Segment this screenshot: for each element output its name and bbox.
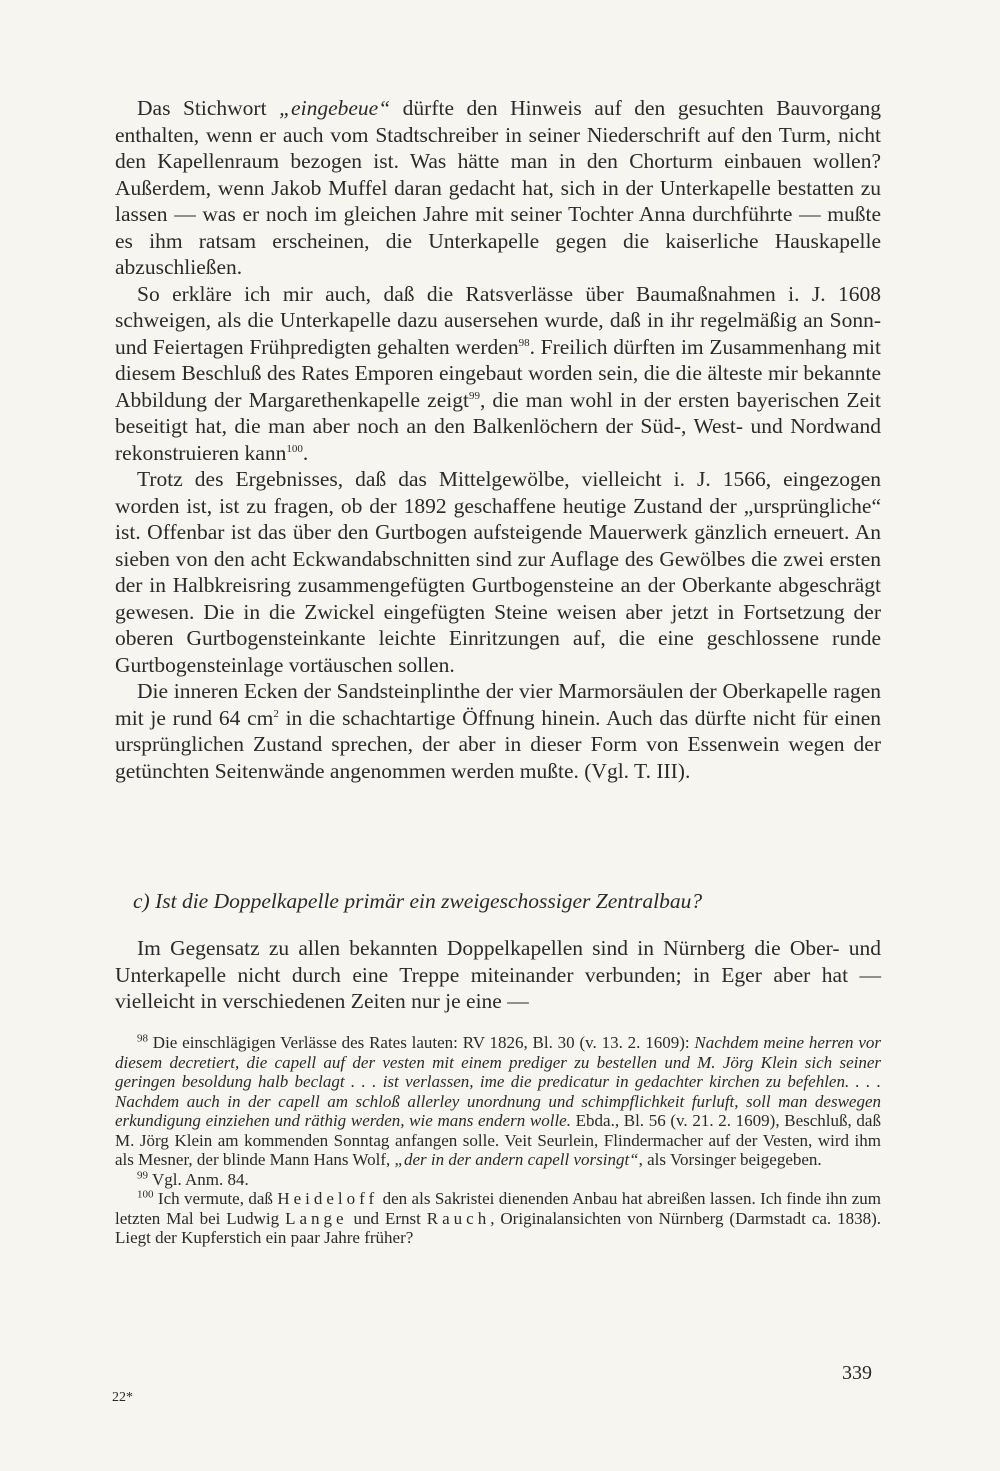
text-run: , Originalansichten von Nürnberg (Darmstadt ca. 1838). Liegt der Kupferstich ein paar Jahre früher? [115,1208,882,1247]
main-text [115,95,881,784]
text-run: Das Stichwort [137,96,280,120]
spaced-name: Rauch [426,1208,491,1228]
text-run: Die einschlägigen Verlässe des Rates lauten: RV 1826, Bl. 30 (v. 13. 2. 1609): [148,1033,695,1052]
italic-text: „der in der andern capell vorsingt“ [394,1150,639,1169]
text-run: dürfte den Hinweis auf den gesuchten Bauvorgang enthalten, wenn er auch vom Stadtschreiber in seiner Niederschrift auf den Turm, nicht den Kapellenraum bezogen ist. Was hätte man in den Chorturm einbauen wollen? Außerdem, wenn Jakob Muffel daran gedacht hat, sich in der Unterkapelle bestatten zu lassen — was er noch im gleichen Jahre mit seiner Tochter Anna durchführte — mußte es ihm ratsam erscheinen, die Unterkapelle gegen die kaiserliche Hauskapelle abzuschließen. [115,96,882,279]
footnotes [115,1033,881,1248]
paragraph-2 [115,281,881,467]
paragraph-continued-1 [115,935,881,1015]
text-run: Im Gegensatz zu allen bekannten Doppelkapellen sind in Nürnberg die Ober- und Unterkapelle nicht durch eine Treppe miteinander verbunden; in Eger aber hat — vielleicht in verschiedenen Zeiten nur je eine — [115,936,881,1013]
footnote-ref: 99 [137,1168,148,1181]
text-run: Vgl. Anm. 84. [148,1169,249,1189]
text-run: . Freilich dürften im Zusammenhang mit diesem Beschluß des Rates Emporen eingebaut worden sein, die die älteste mir bekannte Abbildung der Margarethenkapelle zeigt [115,334,881,412]
spaced-name: Lange [285,1208,348,1228]
paragraph-4 [115,678,881,784]
main-text-continued [115,935,881,1015]
text-run: Trotz des Ergebnisses, daß das Mittelgewölbe, vielleicht i. J. 1566, eingezogen worden ist, ist zu fragen, ob der 1892 geschaffene heutige Zustand der „ursprüngliche“ ist. Offenbar ist das über den Gurtbogen aufsteigende Mauerwerk gänzlich erneuert. An sieben von den acht Eckwandabschnitten sind zur Auflage des Gewölbes die zwei ersten der in Halbkreisring zusammengefügten Gurtbogensteine an der Oberkante abgeschrägt gewesen. Die in die Zwickel eingefügten Steine weisen aber jetzt in Fortsetzung der oberen Gurtbogensteinkante leichte Einritzungen auf, die eine geschlossene runde Gurtbogensteinlage vortäuschen sollen. [115,467,881,677]
footnote-2 [115,1170,881,1190]
page-number: 339 [842,1362,872,1384]
footnote-ref: 98 [518,336,530,349]
footnote-ref: 98 [137,1032,148,1045]
text-run: Die inneren Ecken der Sandsteinplinthe der vier Marmorsäulen der Oberkapelle ragen mit je rund 64 cm [115,679,881,730]
text-run: Ich vermute, daß [153,1189,278,1208]
text-run: . [302,440,309,465]
footnote-ref: 100 [137,1188,154,1201]
footnote-ref: 99 [468,389,480,402]
paragraph-3 [115,466,881,678]
text-run: Ebda., Bl. 56 (v. 21. 2. 1609), Beschluß, daß M. Jörg Klein am kommenden Sonntag anfangen solle. Veit Seurlein, Flindermacher auf der Vesten, wird ihm als Mesner, der blinde Mann Hans Wolf, [115,1111,881,1169]
signature-mark: 22* [112,1390,133,1405]
italic-text: Nachdem meine herren vor diesem decretiert, die capell auf der vesten mit einem prediger zu bestellen und M. Jörg Klein sich seiner geringen besoldung halb beclagt . . . ist verlassen, ime die predicatur in gedachter kirchen zu befehlen. . . . Nachdem auch in der capell am schloß allerley unordnung und schimpflichkeit furluft, soll man deswegen erkundigung einziehen und räthig werden, wie mans endern wolle. [115,1033,881,1130]
text-run: , die man wohl in der ersten bayerischen Zeit beseitigt hat, die man aber noch an den Balkenlöchern der Süd-, West- und Nordwand rekonstruieren kann [115,387,881,465]
spaced-name: Heideloff [277,1189,379,1208]
text-run: und Ernst [347,1208,427,1228]
text-run: in die schachtartige Öffnung hinein. Auch das dürfte nicht für einen ursprünglichen Zustand sprechen, der aber in dieser Form von Essenwein wegen der getünchten Seitenwände angenommen werden mußte. (Vgl. T. III). [115,705,881,783]
paragraph-1 [115,95,881,281]
footnote-1 [115,1033,881,1170]
section-heading: c) Ist die Doppelkapelle primär ein zweigeschossiger Zentralbau? [133,889,703,913]
footnote-ref: 2 [273,707,279,720]
footnote-ref: 100 [286,442,303,455]
text-run: den als Sakristei dienenden Anbau hat abreißen lassen. Ich finde ihn zum letzten Mal bei Ludwig [115,1189,881,1228]
italic-text: „eingebeue“ [279,96,391,120]
footnote-3 [115,1189,881,1248]
text-run: So erkläre ich mir auch, daß die Ratsverlässe über Baumaßnahmen i. J. 1608 schweigen, als die Unterkapelle dazu ausersehen wurde, daß in ihr regelmäßig an Sonn- und Feiertagen Frühpredigten gehalten werden [115,281,881,359]
text-run: , als Vorsinger beigegeben. [638,1150,822,1169]
